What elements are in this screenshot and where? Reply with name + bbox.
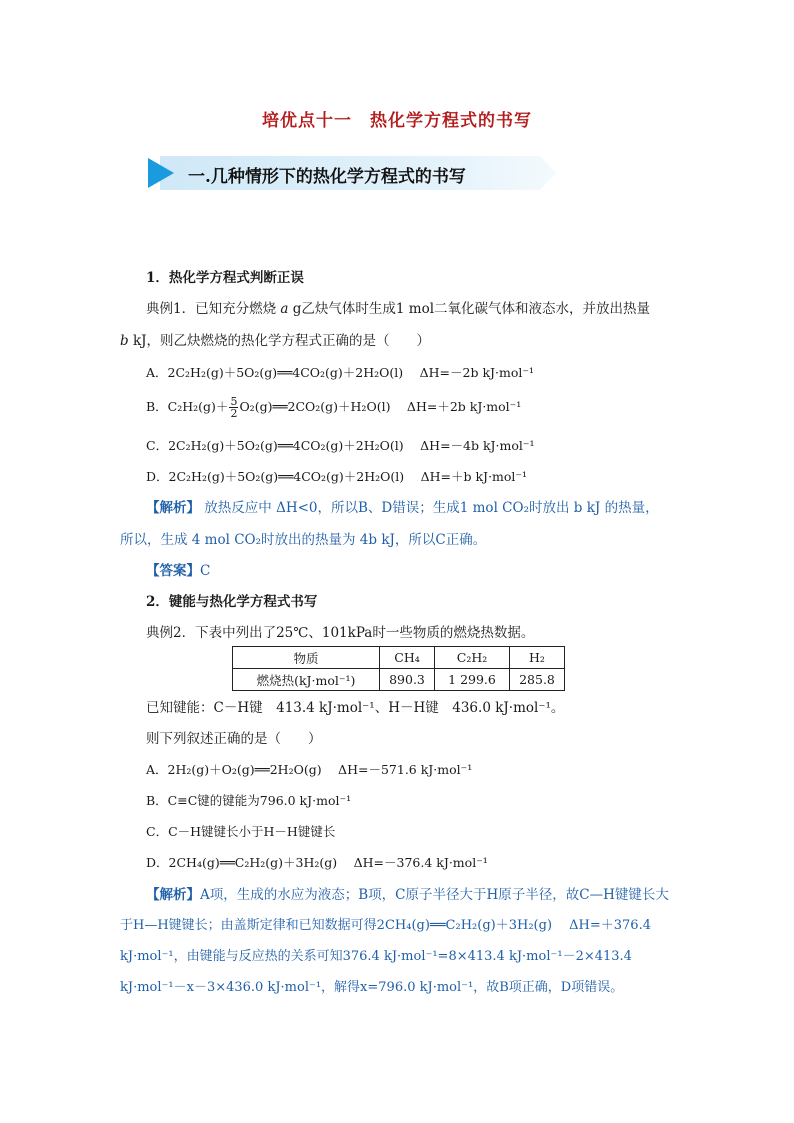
banner-title: 一.几种情形下的热化学方程式的书写 [188, 167, 466, 187]
analysis1-line1: 【解析】 放热反应中 ΔH<0，所以B、D错误；生成1 mol CO₂时放出 b kJ 的热量， [146, 500, 659, 516]
example1-line1: 典例1．已知充分燃烧 a g乙炔气体时生成1 mol二氧化碳气体和液态水，并放出热量 [146, 301, 651, 317]
table-cell: 燃烧热(kJ·mol⁻¹) [233, 669, 380, 691]
option-a: A．2C₂H₂(g)＋5O₂(g)══4CO₂(g)＋2H₂O(l) ΔH=－2b kJ·mol⁻¹ [146, 365, 534, 380]
analysis2-line2: 于H—H键键长；由盖斯定律和已知数据可得2CH₄(g)══C₂H₂(g)＋3H₂(g) ΔH=＋376.4 [120, 918, 651, 933]
option-d: D．2C₂H₂(g)＋5O₂(g)══4CO₂(g)＋2H₂O(l) ΔH=＋b kJ·mol⁻¹ [146, 469, 528, 484]
section2-heading: 2．键能与热化学方程式书写 [146, 594, 318, 610]
option2-a: A．2H₂(g)＋O₂(g)══2H₂O(g) ΔH=－571.6 kJ·mol⁻¹ [146, 762, 473, 777]
answer1: 【答案】C [146, 563, 211, 579]
table-header-row [233, 647, 565, 669]
option-c: C．2C₂H₂(g)＋5O₂(g)══4CO₂(g)＋2H₂O(l) ΔH=－4b kJ·mol⁻¹ [146, 438, 535, 453]
analysis1-line2: 所以，生成 4 mol CO₂时放出的热量为 4b kJ，所以C正确。 [120, 532, 487, 548]
section1-heading: 1．热化学方程式判断正误 [146, 270, 304, 286]
analysis2-line4: kJ·mol⁻¹－x－3×436.0 kJ·mol⁻¹，解得x=796.0 kJ·mol⁻¹，故B项正确，D项错误。 [120, 980, 624, 995]
analysis2-line3: kJ·mol⁻¹，由键能与反应热的关系可知376.4 kJ·mol⁻¹=8×413.4 kJ·mol⁻¹－2×413.4 [120, 949, 632, 964]
table-cell: 285.8 [510, 669, 565, 691]
table-row [233, 669, 565, 691]
option2-b: B．C≡C键的键能为796.0 kJ·mol⁻¹ [146, 793, 352, 808]
example2-line: 典例2．下表中列出了25℃、101kPa时一些物质的燃烧热数据。 [146, 625, 535, 641]
combustion-heat-table [232, 646, 565, 691]
fraction: $\frac{5}{2}$ [230, 395, 238, 420]
table-cell: CH₄ [380, 647, 435, 669]
page-title: 培优点十一 热化学方程式的书写 [262, 111, 532, 131]
example1-line2: b kJ，则乙炔燃烧的热化学方程式正确的是（ ） [120, 333, 431, 349]
table-cell: 890.3 [380, 669, 435, 691]
table-cell: H₂ [510, 647, 565, 669]
table-cell: 物质 [233, 647, 380, 669]
table-cell: 1 299.6 [435, 669, 510, 691]
question2: 则下列叙述正确的是（ ） [146, 731, 322, 747]
option2-c: C．C－H键键长小于H－H键键长 [146, 824, 336, 839]
analysis2-line1: 【解析】A项，生成的水应为液态；B项，C原子半径大于H原子半径，故C—H键键长大 [146, 887, 669, 903]
bond-energy-line: 已知键能：C－H键 413.4 kJ·mol⁻¹、H－H键 436.0 kJ·mol⁻¹。 [146, 700, 565, 716]
option2-d: D．2CH₄(g)══C₂H₂(g)＋3H₂(g) ΔH=－376.4 kJ·mol⁻¹ [146, 855, 488, 870]
table-cell: C₂H₂ [435, 647, 510, 669]
option-b: B．C₂H₂(g)＋ $\frac{5}{2}$ O₂(g)══2CO₂(g)＋H₂O(l) ΔH=＋2b kJ·mol⁻¹ [146, 395, 522, 420]
